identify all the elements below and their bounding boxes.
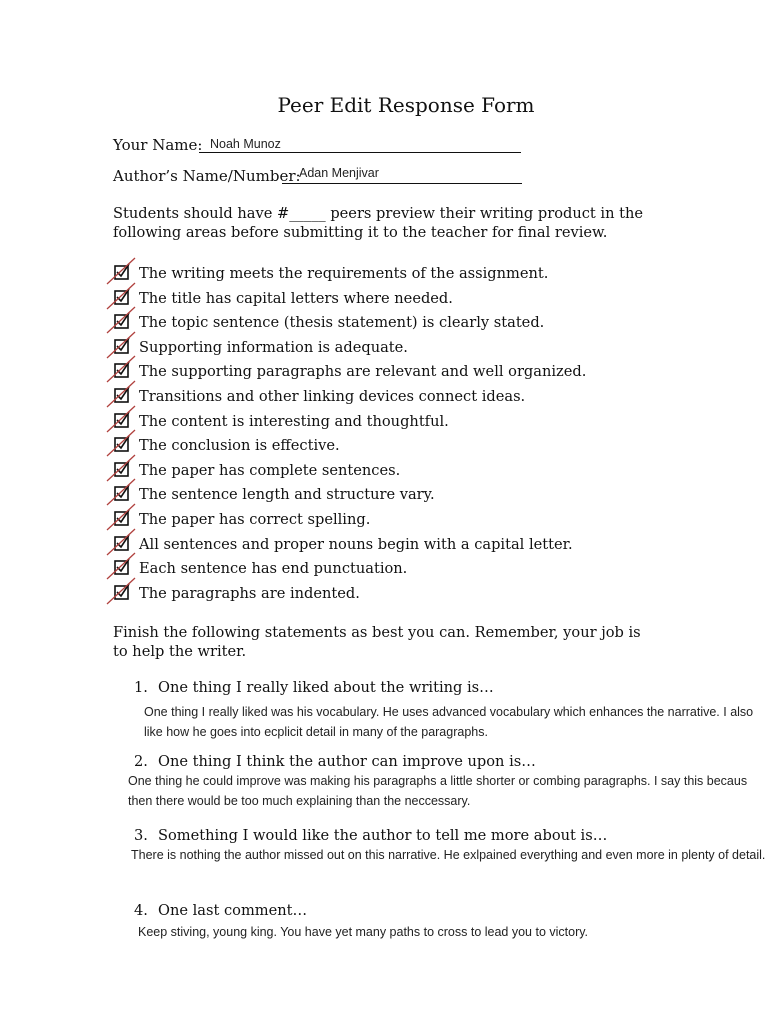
question-3-answer: There is nothing the author missed out on this narrative. He exlpained everything and even more in plenty of detail.	[131, 848, 766, 862]
checklist-item-label: Supporting information is adequate.	[139, 338, 408, 356]
checkbox-icon[interactable]	[115, 291, 129, 305]
question-1-prompt: One thing I really liked about the writing is…	[158, 679, 494, 696]
checkbox-icon[interactable]	[115, 266, 129, 280]
checklist-item-label: The conclusion is effective.	[139, 437, 340, 455]
checklist-item-label: The writing meets the requirements of the assignment.	[139, 265, 549, 282]
checkbox-icon[interactable]	[115, 340, 129, 354]
checklist-item-label: The paper has correct spelling.	[139, 511, 371, 528]
question-1-answer: One thing I really liked was his vocabulary. He uses advanced vocabulary which enhances the narrative. I also like how he goes into ecplicit detail in many of the paragraphs.	[144, 705, 754, 739]
checklist-item-label: All sentences and proper nouns begin with a capital letter.	[139, 535, 573, 553]
question-2-number: 2.	[134, 753, 148, 770]
checklist-item-label: The paper has complete sentences.	[139, 461, 401, 479]
checklist-item-label: Each sentence has end punctuation.	[139, 560, 408, 578]
checklist-item-label: The sentence length and structure vary.	[139, 486, 435, 504]
checkbox-icon[interactable]	[115, 586, 129, 600]
question-4-number: 4.	[134, 902, 148, 919]
checklist-item-label: The content is interesting and thoughtful.	[139, 412, 449, 430]
checkbox-icon[interactable]	[115, 537, 129, 551]
your-name-label: Your Name:	[113, 136, 203, 154]
question-3-prompt: Something I would like the author to tell me more about is…	[158, 827, 608, 844]
checklist-item-label: Transitions and other linking devices connect ideas.	[139, 388, 526, 405]
finish-instructions: Finish the following statements as best you can. Remember, your job is to help the writer.	[113, 624, 641, 660]
checkbox-icon[interactable]	[115, 389, 129, 403]
checkbox-icon[interactable]	[115, 364, 129, 378]
question-4-prompt: One last comment…	[158, 902, 308, 919]
checkbox-icon[interactable]	[115, 315, 129, 329]
checkbox-icon[interactable]	[115, 487, 129, 501]
checklist-item-label: The paragraphs are indented.	[139, 584, 360, 602]
checkbox-icon[interactable]	[115, 561, 129, 575]
your-name-line	[199, 152, 521, 153]
checkbox-icon[interactable]	[115, 438, 129, 452]
checkbox-icon[interactable]	[115, 463, 129, 477]
author-name-value: Adan Menjivar	[299, 166, 379, 180]
question-2-prompt: One thing I think the author can improve upon is…	[158, 753, 536, 770]
checklist-item-label: The supporting paragraphs are relevant and well organized.	[139, 363, 587, 381]
author-name-label: Author’s Name/Number:	[113, 167, 301, 185]
question-3-number: 3.	[134, 827, 148, 844]
form-title: Peer Edit Response Form	[277, 93, 535, 117]
checkbox-icon[interactable]	[115, 414, 129, 428]
question-4-answer: Keep stiving, young king. You have yet many paths to cross to lead you to victory.	[138, 925, 589, 939]
question-1-number: 1.	[134, 679, 148, 696]
peer-instructions: Students should have #_____ peers preview their writing product in the following areas before submitting it to the teacher for final review.	[113, 205, 644, 241]
your-name-value: Noah Munoz	[210, 137, 281, 151]
question-2-answer: One thing he could improve was making his paragraphs a little shorter or combing paragraphs. I say this becaus then there would be too much explaining than the neccessary.	[128, 774, 748, 808]
checkbox-icon[interactable]	[115, 512, 129, 526]
checklist-item-label: The topic sentence (thesis statement) is clearly stated.	[139, 314, 545, 332]
author-name-line	[282, 183, 522, 184]
checklist-item-label: The title has capital letters where needed.	[139, 289, 453, 307]
